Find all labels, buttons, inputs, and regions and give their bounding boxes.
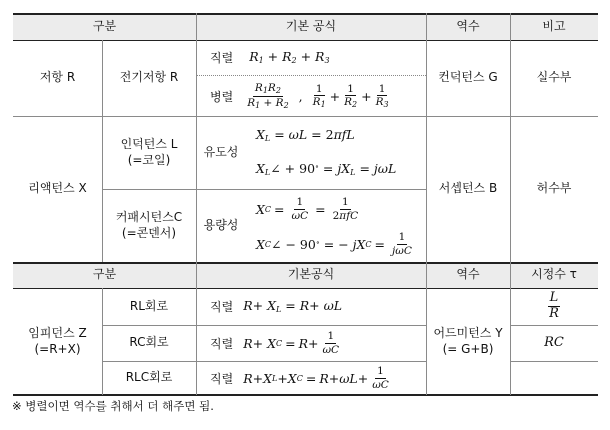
capacitance-alias: (=콘덴서) xyxy=(121,225,177,240)
capacitance-label xyxy=(102,189,196,262)
susceptance-label: 서셉턴스 B xyxy=(438,181,498,196)
rlc-series-formula: 직렬 R + X L + X C = R + ωL + $\frac{1}{\omega C}$ xyxy=(210,365,389,391)
rc-series-formula: 직렬 R + X C = R + $\frac{1}{\omega C}$ xyxy=(210,330,340,356)
impedance-name: 임피던스 Z xyxy=(28,325,87,340)
col-line-a xyxy=(102,40,103,262)
header2-basic-formula: 기본공식 xyxy=(287,267,335,282)
inductive-reactance-formula: $X_L = \omega L = 2\pi fL$ xyxy=(256,127,355,143)
real-part-label: 실수부 xyxy=(536,70,572,85)
col-line-a2 xyxy=(102,288,103,395)
capacitance-name: 커패시턴스C xyxy=(115,209,183,224)
capacitive-label: 용량성 xyxy=(203,217,239,232)
admittance-name: 어드미턴스 Y xyxy=(433,325,503,340)
impedance-alias: (=R+X) xyxy=(34,341,81,356)
inductance-alias: (=코일) xyxy=(127,152,171,167)
row-line-rl xyxy=(102,325,426,326)
imaginary-part-label: 허수부 xyxy=(536,181,572,196)
inductive-phasor-formula: $X_L\angle + 90^\circ = jX_L = j\omega L$ xyxy=(256,161,397,177)
row-line-tau-rl xyxy=(510,325,598,326)
col-line-d xyxy=(510,13,511,395)
row-line-inductor xyxy=(102,189,426,190)
tau-rc xyxy=(510,325,598,361)
inductance-label xyxy=(102,116,196,189)
resistance-label: 저항 R xyxy=(39,70,76,85)
header-basic-formula: 기본 공식 xyxy=(285,18,337,33)
inductance-name: 인덕턴스 L xyxy=(120,136,178,151)
conductance-label: 컨덕턴스 G xyxy=(438,70,498,85)
header-category: 구분 xyxy=(92,18,117,33)
admittance-label xyxy=(426,288,510,395)
rc-series-label: 직렬 xyxy=(210,336,234,351)
header2-reciprocal: 역수 xyxy=(456,267,480,282)
impedance-label xyxy=(13,288,102,395)
row-line-tau-rc xyxy=(510,361,598,362)
parallel-label: 병렬 xyxy=(210,89,234,104)
header-reciprocal: 역수 xyxy=(456,18,480,33)
header2-time-constant: 시정수 τ xyxy=(531,267,577,282)
electric-resistance-label: 전기저항 R xyxy=(119,70,179,85)
tau-rlc xyxy=(510,361,598,395)
col-line-b xyxy=(196,13,197,395)
tau-rc-value: RC xyxy=(544,334,564,350)
header-remark: 비고 xyxy=(542,18,566,33)
rl-circuit-label: RL회로 xyxy=(129,298,169,313)
header2-category: 구분 xyxy=(92,267,117,282)
resistance-parallel-formula: 병렬 $\frac{R_1R_2}{R_1 + R_2}$ , $\frac{1}{R_1}$ + $\frac{1}{R_2}$ + $\frac{1}{R_3}$ xyxy=(210,82,389,110)
rc-circuit-label: RC회로 xyxy=(129,335,169,350)
rlc-series-label: 직렬 xyxy=(210,371,234,386)
capacitive-reactance-formula: X C = $\frac{1}{\omega C}$ = $\frac{1}{\text{2πfC}}$ xyxy=(256,196,359,222)
footnote: ※ 병렬이면 역수를 취해서 더 해주면 됨. xyxy=(12,399,214,413)
tau-rl xyxy=(510,288,598,325)
rl-series-formula: 직렬 $R+ X_L = R+ \omega L$ xyxy=(210,298,343,314)
rlc-circuit-label: RLC회로 xyxy=(125,370,173,385)
dotted-line-resistance xyxy=(196,75,426,76)
admittance-alias: (= G+B) xyxy=(442,341,494,356)
resistance-series-formula: 직렬 $R_1 + R_2 + R_3$ xyxy=(210,49,330,65)
col-line-c xyxy=(426,13,427,395)
tau-rl-numerator: L xyxy=(549,290,559,306)
capacitive-phasor-formula: X C ∠ − 90∘ = − jX C = $\frac{1}{\text{jωC}}$ xyxy=(256,231,412,257)
tau-rl-denominator: R xyxy=(549,306,559,321)
row-line-rc xyxy=(102,361,426,362)
series-label: 직렬 xyxy=(210,50,234,65)
inductive-label: 유도성 xyxy=(203,144,239,159)
rl-series-label: 직렬 xyxy=(210,299,234,314)
reactance-label: 리액턴스 X xyxy=(28,181,87,196)
